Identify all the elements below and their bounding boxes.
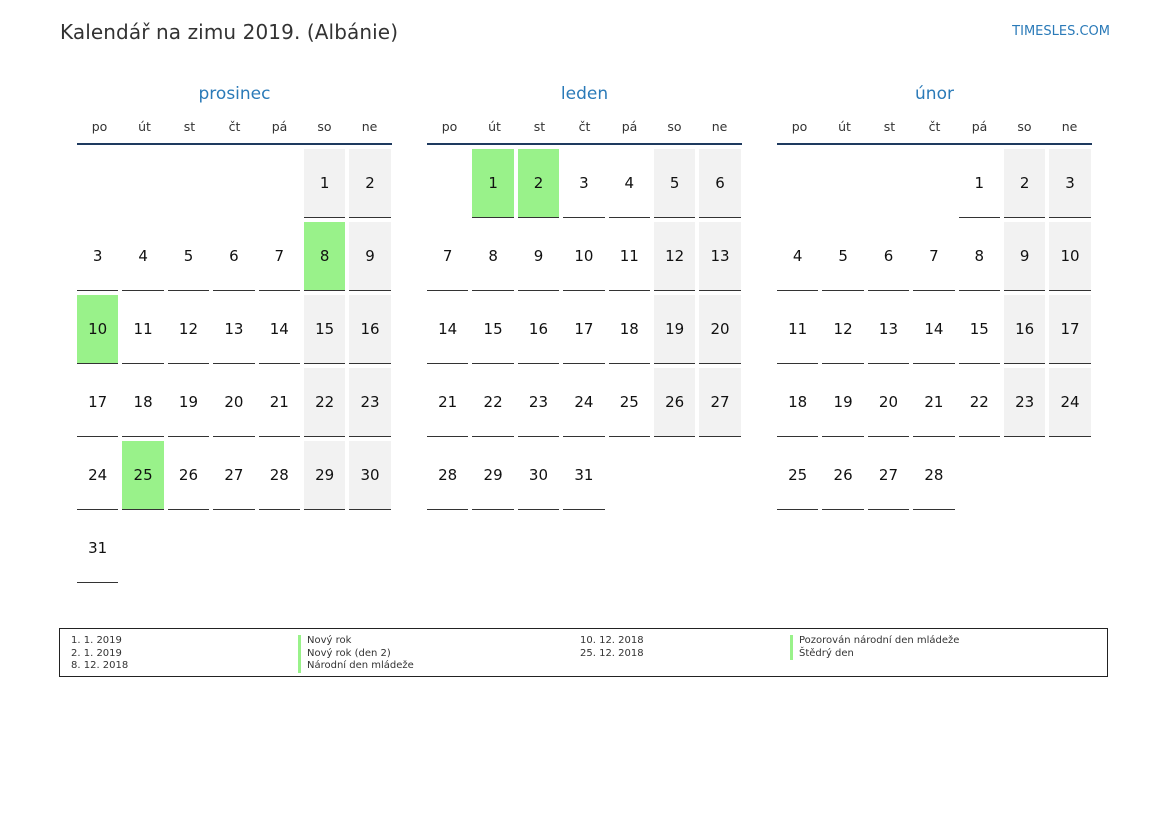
day-cell: 17: [563, 295, 604, 364]
day-cell: 27: [868, 441, 909, 510]
day-cell: 19: [822, 368, 863, 437]
day-cell: 6: [213, 222, 254, 291]
weekday-header: [427, 119, 742, 145]
day-cell: 10: [1049, 222, 1090, 291]
day-cell: 2: [1004, 149, 1045, 218]
weekday-label: pá: [621, 119, 638, 134]
day-cell: 29: [304, 441, 345, 510]
holiday-day-cell: 8: [304, 222, 345, 291]
day-cell: 22: [304, 368, 345, 437]
legend-names-right: [790, 635, 959, 660]
day-cell: 30: [518, 441, 559, 510]
day-cell: 21: [913, 368, 954, 437]
day-cell: 24: [77, 441, 118, 510]
weekday-label: po: [91, 119, 108, 134]
day-cell: 27: [699, 368, 740, 437]
month-name: leden: [560, 84, 609, 104]
legend-date: 10. 12. 2018: [580, 635, 644, 646]
day-cell: 17: [77, 368, 118, 437]
day-cell: 26: [654, 368, 695, 437]
day-cell: 11: [122, 295, 163, 364]
weekday-label: ne: [711, 119, 728, 134]
day-cell: 4: [122, 222, 163, 291]
weekday-label: so: [667, 119, 682, 134]
day-cell: 14: [259, 295, 300, 364]
weekday-label: st: [883, 119, 896, 134]
day-cell: 22: [472, 368, 513, 437]
day-grid: [427, 149, 742, 514]
day-cell: 6: [699, 149, 740, 218]
day-cell: 20: [868, 368, 909, 437]
weekday-label: po: [441, 119, 458, 134]
day-cell: 28: [259, 441, 300, 510]
weekday-label: ne: [1061, 119, 1078, 134]
weekday-header: [777, 119, 1092, 145]
day-cell: 16: [1004, 295, 1045, 364]
day-cell: 20: [699, 295, 740, 364]
day-cell: 16: [349, 295, 390, 364]
day-cell: 2: [349, 149, 390, 218]
weekday-label: st: [183, 119, 196, 134]
holiday-day-cell: 10: [77, 295, 118, 364]
day-cell: 9: [518, 222, 559, 291]
day-cell: 15: [304, 295, 345, 364]
legend-holiday-name: Štědrý den: [790, 648, 959, 661]
day-cell: 5: [654, 149, 695, 218]
day-cell: 3: [77, 222, 118, 291]
legend-date: 2. 1. 2019: [71, 647, 122, 659]
empty-day: [868, 149, 909, 218]
day-cell: 12: [654, 222, 695, 291]
site-link[interactable]: TIMESLES.COM: [1012, 24, 1110, 39]
weekday-label: so: [1017, 119, 1032, 134]
weekday-header: [77, 119, 392, 145]
legend-holiday-name: Národní den mládeže: [298, 660, 414, 673]
day-grid: [77, 149, 392, 587]
weekday-label: pá: [271, 119, 288, 134]
day-cell: 11: [609, 222, 650, 291]
day-cell: 1: [304, 149, 345, 218]
day-cell: 23: [518, 368, 559, 437]
day-cell: 23: [349, 368, 390, 437]
day-cell: 8: [472, 222, 513, 291]
day-cell: 18: [777, 368, 818, 437]
day-cell: 11: [777, 295, 818, 364]
weekday-label: út: [138, 119, 151, 134]
legend-holiday-name: Nový rok: [298, 635, 414, 648]
holiday-legend: [59, 628, 1108, 677]
empty-day: [427, 149, 468, 218]
day-cell: 13: [213, 295, 254, 364]
legend-holiday-name: Nový rok (den 2): [298, 648, 414, 661]
day-cell: 26: [822, 441, 863, 510]
day-cell: 14: [913, 295, 954, 364]
legend-date: 8. 12. 2018: [71, 660, 129, 671]
day-cell: 9: [349, 222, 390, 291]
day-cell: 21: [259, 368, 300, 437]
empty-day: [913, 149, 954, 218]
month-january: [427, 84, 742, 514]
weekday-label: út: [488, 119, 501, 134]
weekday-label: po: [791, 119, 808, 134]
page-title: Kalendář na zimu 2019. (Albánie): [60, 20, 399, 44]
day-cell: 20: [213, 368, 254, 437]
day-cell: 4: [609, 149, 650, 218]
day-cell: 24: [1049, 368, 1090, 437]
empty-day: [77, 149, 118, 218]
day-cell: 5: [822, 222, 863, 291]
day-cell: 8: [959, 222, 1000, 291]
day-cell: 29: [472, 441, 513, 510]
day-cell: 23: [1004, 368, 1045, 437]
day-cell: 27: [213, 441, 254, 510]
day-cell: 21: [427, 368, 468, 437]
holiday-day-cell: 1: [472, 149, 513, 218]
day-cell: 13: [868, 295, 909, 364]
weekday-label: so: [317, 119, 332, 134]
day-cell: 31: [77, 514, 118, 583]
day-cell: 5: [168, 222, 209, 291]
holiday-day-cell: 2: [518, 149, 559, 218]
weekday-label: ne: [361, 119, 378, 134]
day-cell: 16: [518, 295, 559, 364]
weekday-label: čt: [928, 119, 941, 134]
empty-day: [777, 149, 818, 218]
empty-day: [213, 149, 254, 218]
empty-day: [168, 149, 209, 218]
legend-holiday-name: Pozorován národní den mládeže: [790, 635, 959, 648]
empty-day: [822, 149, 863, 218]
legend-dates-left: [71, 635, 128, 673]
day-cell: 13: [699, 222, 740, 291]
day-cell: 3: [563, 149, 604, 218]
empty-day: [259, 149, 300, 218]
legend-date: 1. 1. 2019: [71, 635, 122, 646]
holiday-day-cell: 25: [122, 441, 163, 510]
day-cell: 12: [168, 295, 209, 364]
day-cell: 3: [1049, 149, 1090, 218]
day-cell: 12: [822, 295, 863, 364]
day-cell: 1: [959, 149, 1000, 218]
day-cell: 10: [563, 222, 604, 291]
day-cell: 19: [168, 368, 209, 437]
day-cell: 6: [868, 222, 909, 291]
day-cell: 18: [122, 368, 163, 437]
day-cell: 4: [777, 222, 818, 291]
day-cell: 30: [349, 441, 390, 510]
day-cell: 7: [913, 222, 954, 291]
empty-day: [122, 149, 163, 218]
weekday-label: út: [838, 119, 851, 134]
weekday-label: pá: [971, 119, 988, 134]
day-cell: 18: [609, 295, 650, 364]
month-december: [77, 84, 392, 587]
day-cell: 26: [168, 441, 209, 510]
legend-names-left: [298, 635, 414, 673]
day-cell: 15: [959, 295, 1000, 364]
day-cell: 7: [259, 222, 300, 291]
day-cell: 28: [913, 441, 954, 510]
day-grid: [777, 149, 1092, 514]
day-cell: 31: [563, 441, 604, 510]
weekday-label: čt: [578, 119, 591, 134]
legend-date: 25. 12. 2018: [580, 647, 644, 659]
month-name: prosinec: [198, 84, 271, 104]
day-cell: 24: [563, 368, 604, 437]
day-cell: 22: [959, 368, 1000, 437]
legend-dates-right: [580, 635, 644, 660]
month-february: [777, 84, 1092, 514]
day-cell: 25: [609, 368, 650, 437]
day-cell: 7: [427, 222, 468, 291]
month-name: únor: [915, 84, 954, 104]
day-cell: 28: [427, 441, 468, 510]
day-cell: 19: [654, 295, 695, 364]
day-cell: 9: [1004, 222, 1045, 291]
day-cell: 15: [472, 295, 513, 364]
weekday-label: st: [533, 119, 546, 134]
day-cell: 14: [427, 295, 468, 364]
day-cell: 25: [777, 441, 818, 510]
weekday-label: čt: [228, 119, 241, 134]
day-cell: 17: [1049, 295, 1090, 364]
